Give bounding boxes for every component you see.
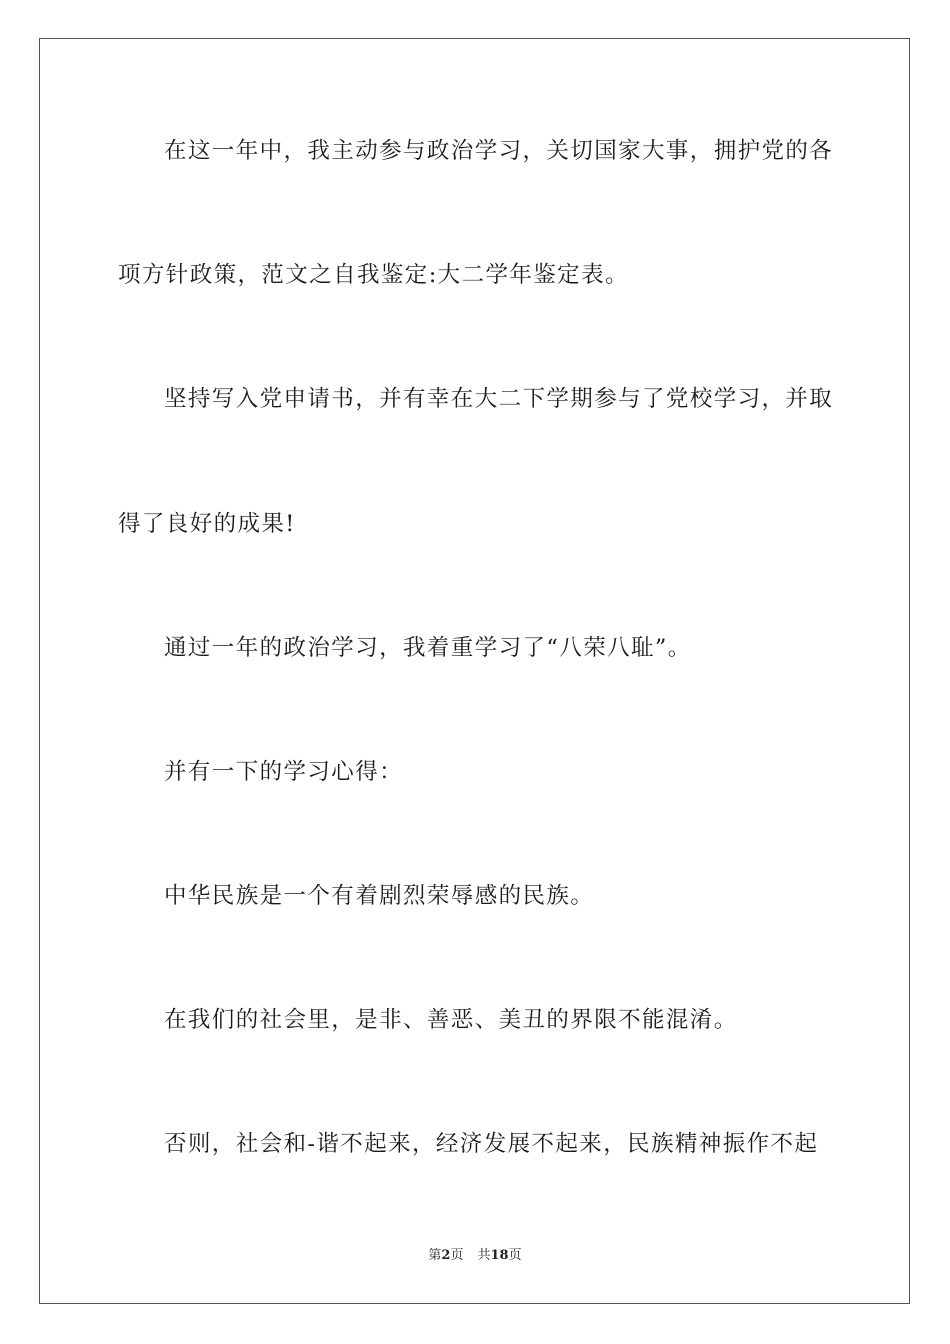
page-footer	[0, 1248, 950, 1264]
paragraph-line-9: 否则，社会和-谐不起来，经济发展不起来，民族精神振作不起	[164, 1131, 819, 1157]
page-number: 2	[441, 1248, 451, 1263]
total-pages: 18	[490, 1248, 509, 1263]
paragraph-line-8: 在我们的社会里，是非、善恶、美丑的界限不能混淆。	[164, 1007, 738, 1033]
page-suffix: 页	[450, 1248, 464, 1263]
page-prefix: 第	[428, 1248, 442, 1263]
paragraph-line-2: 项方针政策，范文之自我鉴定:大二学年鉴定表。	[118, 262, 629, 288]
page-border	[39, 38, 910, 1304]
total-suffix: 页	[508, 1248, 522, 1263]
paragraph-line-3: 坚持写入党申请书，并有幸在大二下学期参与了党校学习，并取	[164, 386, 834, 412]
paragraph-line-7: 中华民族是一个有着剧烈荣辱感的民族。	[164, 883, 595, 909]
total-prefix: 共	[477, 1248, 491, 1263]
paragraph-line-6: 并有一下的学习心得：	[164, 759, 404, 785]
paragraph-line-5: 通过一年的政治学习，我着重学习了“八荣八耻”。	[164, 635, 692, 661]
paragraph-line-4: 得了良好的成果!	[118, 511, 296, 537]
paragraph-line-1: 在这一年中，我主动参与政治学习，关切国家大事，拥护党的各	[164, 138, 834, 164]
